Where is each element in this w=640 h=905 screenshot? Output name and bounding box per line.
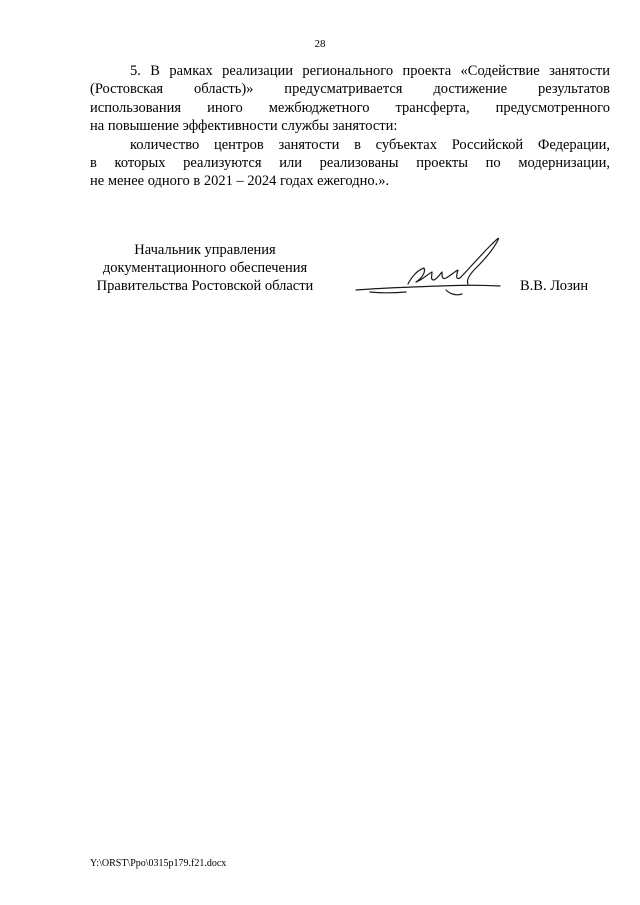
position-line-1: Начальник управления: [134, 242, 276, 258]
handwritten-signature: [350, 232, 520, 302]
paragraph-5-line-1: 5. В рамках реализации регионального проекта «Содействие занятости: [130, 63, 610, 79]
paragraph-result-line-1: количество центров занятости в субъектах Российской Федерации,: [130, 136, 610, 153]
paragraph-5-line-2: (Ростовская область)» предусматривается достижение результатов: [90, 81, 610, 98]
paragraph-5-line-4: на повышение эффективности службы занятости:: [90, 118, 398, 135]
footer-file-path: Y:\ORST\Ppo\0315p179.f21.docx: [90, 858, 227, 869]
signatory-name: В.В. Лозин: [520, 278, 589, 294]
paragraph-5-line-3: использования иного межбюджетного трансферта, предусмотренного: [90, 99, 610, 116]
paragraph-result-line-2: в которых реализуются или реализованы проекты по модернизации,: [90, 155, 610, 172]
signatory-position: [85, 241, 325, 295]
position-line-3: Правительства Ростовской области: [96, 278, 314, 294]
paragraph-5: [90, 62, 610, 136]
paragraph-result-line-3: не менее одного в 2021 – 2024 годах ежегодно.».: [90, 173, 390, 190]
document-body: [90, 62, 610, 191]
page-number: 28: [314, 38, 326, 50]
position-line-2: документационного обеспечения: [102, 260, 308, 276]
paragraph-result: [90, 136, 610, 191]
